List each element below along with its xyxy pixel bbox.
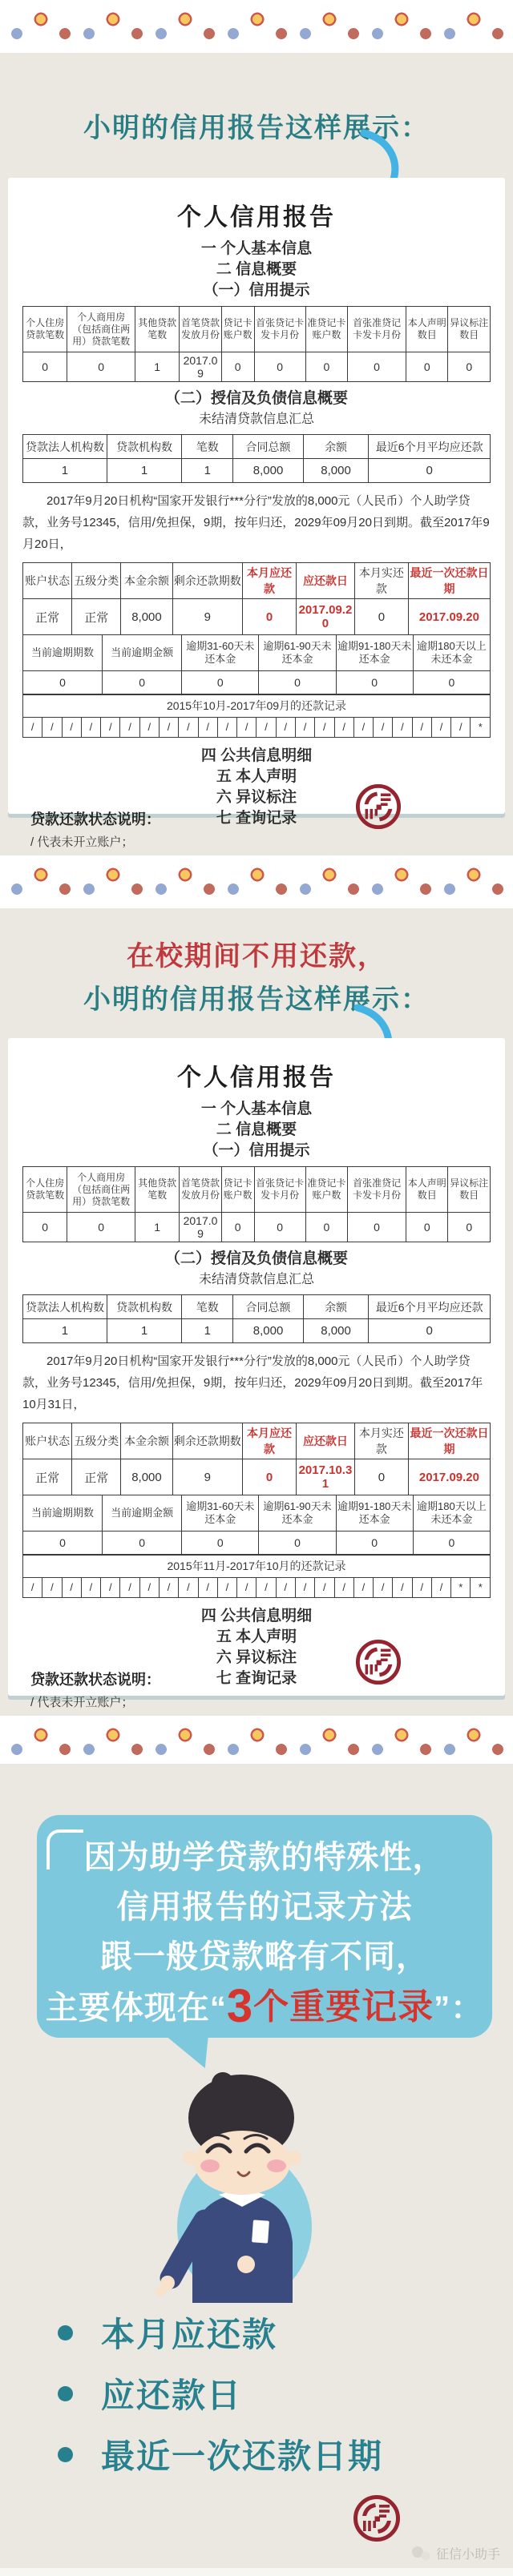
summary-heading: （二）授信及负债信息概要	[164, 1250, 348, 1267]
repay-record-cell: /	[315, 1577, 334, 1597]
dots-divider-top	[0, 0, 513, 53]
table-header-cell: 合同总额	[233, 1295, 303, 1319]
table-header-cell: 剩余还款期数	[172, 1423, 242, 1459]
table-header-cell: 逾期61-90天未还本金	[259, 634, 336, 670]
toc-line: 一 个人基本信息	[200, 240, 313, 257]
section-line: 四 公共信息明细	[200, 747, 313, 764]
table-header-cell: 贷款法人机构数	[23, 1295, 107, 1319]
table-cell: 8,000	[233, 459, 303, 483]
table-cell: 9	[172, 599, 242, 635]
callout-line4: 主要体现在“3个重要记录”：	[45, 1980, 484, 2032]
table-cell: 0	[305, 1213, 347, 1242]
assistant-character-illustration	[148, 2068, 317, 2304]
list-item: 本月应还款	[58, 2312, 383, 2353]
repay-record-cell: /	[198, 1577, 217, 1597]
key-records-list	[58, 2312, 383, 2494]
repay-record-cell: /	[217, 717, 236, 737]
credit-report-card-2	[8, 1038, 505, 1709]
table-cell: 0	[23, 670, 103, 694]
table-cell: 0	[103, 670, 182, 694]
section2-title-line1: 在校期间不用还款，	[127, 941, 386, 972]
table-header-cell: 个人商用房（包括商住两用）贷款笔数	[67, 307, 135, 352]
table-header-cell: 逾期91-180天未还本金	[336, 1495, 413, 1531]
repay-record-cell: /	[159, 1577, 178, 1597]
table-header-cell: 准贷记卡账户数	[305, 307, 347, 352]
repay-record-cell: *	[451, 1577, 471, 1597]
repay-record-cell: /	[42, 717, 62, 737]
table-header-cell: 五级分类	[72, 563, 121, 599]
table-cell: 0	[336, 670, 413, 694]
table-header-cell: 本月实还款	[354, 563, 408, 599]
bullet-dot-icon	[58, 2325, 73, 2341]
section-line: 七 查询记录	[216, 1669, 297, 1687]
credit-tips-heading: （一）信用提示	[203, 1142, 310, 1159]
table-header-cell: 首张准贷记卡发卡月份	[348, 1167, 406, 1213]
credit-seal-icon	[355, 1639, 402, 1685]
table-cell: 0	[182, 1531, 259, 1555]
table-header-cell: 本金余额	[121, 563, 172, 599]
repay-record-cell: /	[139, 1577, 159, 1597]
credit-tips-table	[22, 306, 491, 382]
table-cell: 2017.09.20	[408, 1459, 490, 1495]
table-header-cell: 笔数	[182, 1295, 233, 1319]
repay-record-cell: /	[139, 717, 159, 737]
table-cell: 正常	[72, 599, 121, 635]
account-status-table	[22, 562, 491, 635]
section2-title-line2: 小明的信用报告这样展示：	[83, 984, 430, 1015]
table-header-cell: 个人住房贷款笔数	[23, 1167, 67, 1213]
table-cell: 2017.09	[180, 1213, 221, 1242]
table-cell: 0	[369, 459, 491, 483]
table-cell: 0	[182, 670, 259, 694]
repay-record-cell: /	[353, 1577, 373, 1597]
report-title: 个人信用报告	[177, 1065, 336, 1091]
table-header-cell: 异议标注数目	[448, 1167, 491, 1213]
table-cell: 2017.09.20	[408, 599, 490, 635]
table-header-cell: 合同总额	[233, 435, 303, 459]
table-header-cell: 余额	[303, 1295, 369, 1319]
table-cell: 2017.09.20	[297, 599, 355, 635]
repay-record-cell: /	[62, 717, 81, 737]
corner-bracket-decoration	[46, 1829, 83, 1870]
table-cell: 1	[182, 459, 233, 483]
table-cell: 0	[67, 1213, 135, 1242]
repay-record-cell: /	[237, 1577, 256, 1597]
credit-report-card-1	[8, 178, 505, 849]
repay-record-cell: /	[353, 717, 373, 737]
repay-record-cell: /	[101, 1577, 120, 1597]
repay-record-cell: /	[256, 1577, 276, 1597]
account-status-table	[22, 1423, 491, 1495]
table-cell: 0	[354, 599, 408, 635]
table-header-cell: 当前逾期期数	[23, 634, 103, 670]
table-header-cell: 贷记卡账户数	[221, 307, 254, 352]
table-cell: 9	[172, 1459, 242, 1495]
table-cell: 0	[221, 1213, 254, 1242]
watermark-text: 征信小助手	[435, 2548, 500, 2562]
table-header-cell: 贷款机构数	[107, 1295, 181, 1319]
repay-record-cell: /	[276, 1577, 295, 1597]
table-header-cell: 逾期91-180天未还本金	[336, 634, 413, 670]
summary-subheading: 未结清贷款信息汇总	[198, 413, 314, 426]
table-header-cell: 首张贷记卡发卡月份	[254, 1167, 305, 1213]
table-cell: 1	[135, 352, 179, 382]
table-header-cell: 首张贷记卡发卡月份	[254, 307, 305, 352]
repay-record-title-row	[22, 1554, 491, 1578]
table-cell: 8,000	[121, 1459, 172, 1495]
loan-paragraph: 2017年9月20日机构“国家开发银行***分行”发放的8,000元（人民币）个人助学贷款，业务号12345，信用/免担保，9期，按年归还，2029年09月20日到期。截至2017年10月31日，	[22, 1354, 483, 1411]
table-cell: 0	[254, 352, 305, 382]
table-cell: 0	[369, 1319, 491, 1343]
table-header-cell: 其他贷款笔数	[135, 307, 179, 352]
toc-line: 二 信息概要	[216, 261, 297, 278]
repay-record-cell: /	[393, 1577, 412, 1597]
table-cell: 1	[182, 1319, 233, 1343]
table-header-cell: 当前逾期期数	[23, 1495, 103, 1531]
table-cell: 0	[259, 670, 336, 694]
repay-record-title: 2015年10月-2017年09月的还款记录	[23, 694, 491, 718]
table-header-cell: 最近6个月平均应还款	[369, 435, 491, 459]
status-note: / 代表未开立账户；	[30, 1695, 134, 1709]
table-cell: 0	[406, 1213, 448, 1242]
table-header-cell: 最近一次还款日期	[408, 563, 490, 599]
table-cell: 2017.10.31	[297, 1459, 355, 1495]
repay-record-cell: /	[81, 1577, 100, 1597]
repay-record-cell: /	[374, 1577, 393, 1597]
loan-paragraph: 2017年9月20日机构“国家开发银行***分行”发放的8,000元（人民币）个人助学贷款，业务号12345，信用/免担保，9期，按年归还，2029年09月20日到期。截至2017年9月20日，	[22, 494, 490, 551]
table-header-cell: 本月应还款	[242, 1423, 296, 1459]
section-line: 七 查询记录	[216, 809, 297, 827]
table-header-cell: 应还款日	[297, 563, 355, 599]
credit-seal-icon	[353, 2494, 401, 2542]
repay-record-cell: /	[62, 1577, 81, 1597]
table-cell: 8,000	[303, 1319, 369, 1343]
section-line: 五 本人声明	[216, 1628, 297, 1645]
status-note-title: 贷款还款状态说明：	[30, 1671, 160, 1688]
table-cell: 0	[242, 599, 296, 635]
repay-record-cell: /	[334, 1577, 353, 1597]
table-cell: 0	[103, 1531, 182, 1555]
loan-summary-table	[22, 1294, 491, 1343]
table-header-cell: 本人声明数目	[406, 1167, 448, 1213]
repay-record-cell: /	[81, 717, 100, 737]
table-cell: 正常	[23, 599, 72, 635]
table-header-cell: 本人声明数目	[406, 307, 448, 352]
repay-record-cells	[22, 1577, 491, 1598]
table-header-cell: 账户状态	[23, 1423, 72, 1459]
table-header-cell: 逾期180天以上未还本金	[413, 634, 490, 670]
table-cell: 1	[23, 1319, 107, 1343]
loan-summary-table	[22, 434, 491, 483]
watermark-icon	[410, 2546, 431, 2562]
table-header-cell: 剩余还款期数	[172, 563, 242, 599]
dots-divider-middle	[0, 855, 513, 908]
table-header-cell: 逾期61-90天未还本金	[259, 1495, 336, 1531]
summary-subheading: 未结清贷款信息汇总	[198, 1273, 314, 1286]
table-header-cell: 其他贷款笔数	[135, 1167, 179, 1213]
repay-record-cell: /	[256, 717, 276, 737]
repay-record-cell: /	[295, 1577, 314, 1597]
table-cell: 0	[67, 352, 135, 382]
table-cell: 0	[448, 352, 491, 382]
repay-record-cell: /	[217, 1577, 236, 1597]
table-cell: 0	[354, 1459, 408, 1495]
toc-line: 二 信息概要	[216, 1121, 297, 1138]
table-header-cell: 应还款日	[297, 1423, 355, 1459]
bullet-dot-icon	[58, 2386, 73, 2401]
status-note: / 代表未开立账户；	[30, 835, 134, 849]
repay-record-cell: *	[471, 1577, 491, 1597]
speech-bubble	[37, 1815, 492, 2038]
highlight-number: 3	[226, 1980, 254, 2032]
callout-line1: 因为助学贷款的特殊性，	[83, 1840, 446, 1875]
credit-tips-heading: （一）信用提示	[203, 282, 310, 299]
table-header-cell: 首张准贷记卡发卡月份	[348, 307, 406, 352]
table-header-cell: 余额	[303, 435, 369, 459]
table-cell: 0	[23, 1213, 67, 1242]
callout-line3: 跟一般贷款略有不同，	[100, 1939, 429, 1974]
table-cell: 2017.09	[180, 352, 221, 382]
table-cell: 1	[23, 459, 107, 483]
section-line: 六 异议标注	[216, 1648, 297, 1666]
status-note-title: 贷款还款状态说明：	[30, 811, 160, 827]
repay-record-cell: /	[120, 1577, 139, 1597]
table-cell: 8,000	[303, 459, 369, 483]
repay-record-cell: /	[101, 717, 120, 737]
repay-record-cell: /	[412, 717, 431, 737]
table-cell: 0	[242, 1459, 296, 1495]
table-header-cell: 逾期31-60天未还本金	[182, 1495, 259, 1531]
section1-title: 小明的信用报告这样展示：	[83, 113, 430, 143]
table-header-cell: 本金余额	[121, 1423, 172, 1459]
repay-record-cell: /	[431, 717, 450, 737]
dots-divider-bottom	[0, 1716, 513, 1764]
repay-record-cell: /	[412, 1577, 431, 1597]
list-item: 最近一次还款日期	[58, 2433, 383, 2475]
repay-record-cell: *	[471, 717, 491, 737]
table-cell: 0	[413, 1531, 490, 1555]
table-cell: 0	[336, 1531, 413, 1555]
table-header-cell: 首笔贷款发放月份	[180, 1167, 221, 1213]
repay-record-cell: /	[179, 1577, 198, 1597]
table-cell: 0	[348, 1213, 406, 1242]
toc-line: 一 个人基本信息	[200, 1101, 313, 1117]
table-cell: 0	[23, 352, 67, 382]
table-header-cell: 贷款法人机构数	[23, 435, 107, 459]
repay-record-title: 2015年11月-2017年10月的还款记录	[23, 1555, 491, 1578]
repay-record-cell: /	[23, 717, 42, 737]
repay-record-cell: /	[159, 717, 178, 737]
repay-record-cell: /	[179, 717, 198, 737]
table-cell: 0	[413, 670, 490, 694]
repay-record-cell: /	[120, 717, 139, 737]
table-header-cell: 本月应还款	[242, 563, 296, 599]
repay-record-cell: /	[431, 1577, 450, 1597]
table-cell: 0	[23, 1531, 103, 1555]
table-header-cell: 笔数	[182, 435, 233, 459]
callout-line2: 信用报告的记录方法	[116, 1890, 413, 1925]
credit-seal-icon	[355, 783, 402, 830]
table-cell: 0	[254, 1213, 305, 1242]
table-header-cell: 五级分类	[72, 1423, 121, 1459]
repay-record-title-row	[22, 694, 491, 718]
section-line: 四 公共信息明细	[200, 1607, 313, 1624]
table-cell: 0	[406, 352, 448, 382]
table-cell: 0	[259, 1531, 336, 1555]
table-header-cell: 贷记卡账户数	[221, 1167, 254, 1213]
table-cell: 8,000	[233, 1319, 303, 1343]
summary-heading: （二）授信及负债信息概要	[164, 390, 348, 407]
repay-record-cells	[22, 717, 491, 738]
section-line: 五 本人声明	[216, 767, 297, 785]
repay-record-cell: /	[334, 717, 353, 737]
report-title: 个人信用报告	[177, 204, 336, 231]
bullet-dot-icon	[58, 2447, 73, 2462]
table-cell: 正常	[23, 1459, 72, 1495]
repay-record-cell: /	[393, 717, 412, 737]
credit-tips-table	[22, 1166, 491, 1242]
watermark	[410, 2544, 500, 2562]
table-header-cell: 准贷记卡账户数	[305, 1167, 347, 1213]
highlight-text: 个重要记录	[253, 1987, 434, 2027]
repay-record-cell: /	[23, 1577, 42, 1597]
table-cell: 0	[305, 352, 347, 382]
repay-record-cell: /	[237, 717, 256, 737]
table-header-cell: 逾期31-60天未还本金	[182, 634, 259, 670]
table-header-cell: 个人商用房（包括商住两用）贷款笔数	[67, 1167, 135, 1213]
table-header-cell: 账户状态	[23, 563, 72, 599]
table-header-cell: 个人住房贷款笔数	[23, 307, 67, 352]
table-header-cell: 本月实还款	[354, 1423, 408, 1459]
repay-record-cell: /	[42, 1577, 62, 1597]
repay-record-cell: /	[276, 717, 295, 737]
table-cell: 0	[348, 352, 406, 382]
table-cell: 8,000	[121, 599, 172, 635]
section-line: 六 异议标注	[216, 788, 297, 806]
table-cell: 1	[107, 459, 181, 483]
table-header-cell: 贷款机构数	[107, 435, 181, 459]
speech-bubble-tail	[160, 2035, 208, 2068]
table-header-cell: 异议标注数目	[448, 307, 491, 352]
table-header-cell: 当前逾期金额	[103, 1495, 182, 1531]
list-item: 应还款日	[58, 2373, 383, 2414]
repay-record-cell: /	[295, 717, 314, 737]
table-cell: 1	[135, 1213, 179, 1242]
table-header-cell: 逾期180天以上未还本金	[413, 1495, 490, 1531]
repay-record-cell: /	[315, 717, 334, 737]
overdue-table	[22, 1495, 491, 1556]
table-header-cell: 最近6个月平均应还款	[369, 1295, 491, 1319]
overdue-table	[22, 634, 491, 695]
table-cell: 0	[221, 352, 254, 382]
table-header-cell: 当前逾期金额	[103, 634, 182, 670]
table-cell: 0	[448, 1213, 491, 1242]
table-cell: 1	[107, 1319, 181, 1343]
table-header-cell: 首笔贷款发放月份	[180, 307, 221, 352]
bottom-strip	[0, 2568, 513, 2576]
repay-record-cell: /	[451, 717, 471, 737]
table-header-cell: 最近一次还款日期	[408, 1423, 490, 1459]
repay-record-cell: /	[374, 717, 393, 737]
table-cell: 正常	[72, 1459, 121, 1495]
repay-record-cell: /	[198, 717, 217, 737]
